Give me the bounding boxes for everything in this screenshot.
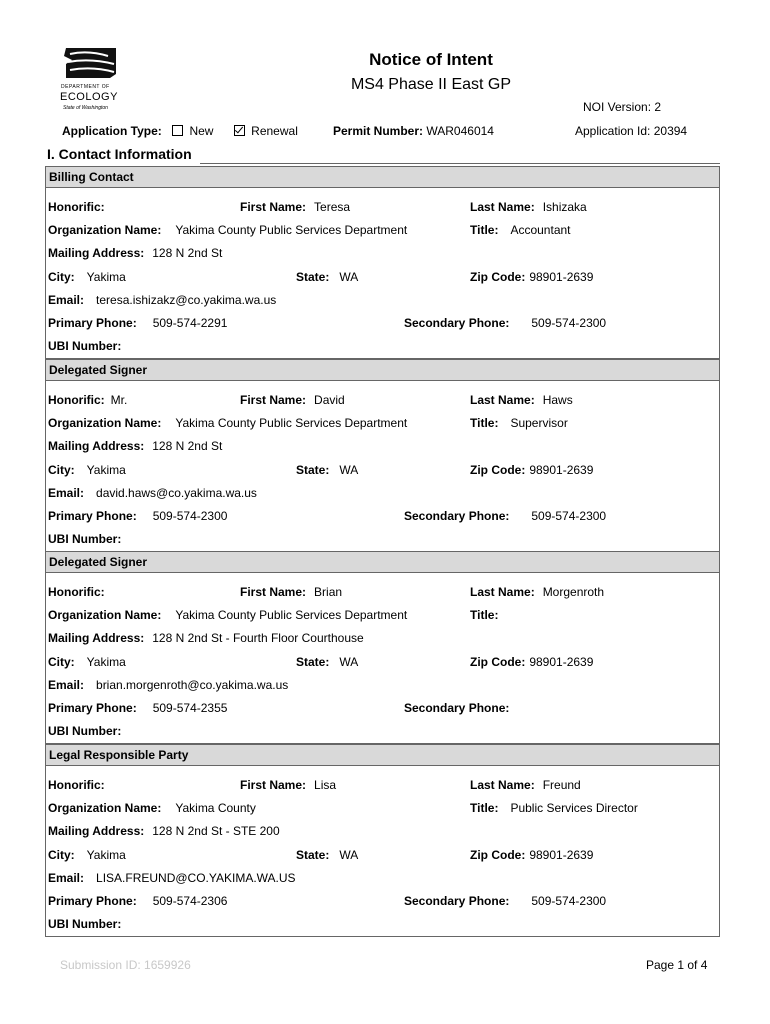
contact-field bbox=[48, 463, 126, 477]
field-label: State: bbox=[296, 847, 330, 862]
field-value: 98901-2639 bbox=[529, 847, 594, 862]
field-value: 509-574-2355 bbox=[152, 701, 228, 715]
contact-field bbox=[48, 223, 407, 237]
field-value: 98901-2639 bbox=[529, 654, 594, 669]
field-value: Freund bbox=[542, 778, 581, 792]
field-value: Yakima County Public Services Department bbox=[175, 416, 408, 431]
field-label: Title: bbox=[470, 416, 499, 431]
page-number: Page 1 of 4 bbox=[646, 958, 708, 972]
permit-number-row bbox=[333, 124, 494, 138]
contact-field bbox=[48, 608, 407, 622]
field-label: Honorific: bbox=[48, 200, 105, 214]
field-label: State: bbox=[296, 654, 330, 669]
field-label: Organization Name: bbox=[48, 223, 162, 238]
renewal-checkbox[interactable] bbox=[234, 125, 245, 136]
document-title: Notice of Intent bbox=[369, 50, 493, 69]
contact-field bbox=[240, 585, 342, 599]
contact-field bbox=[296, 655, 358, 669]
contact-field bbox=[48, 848, 126, 862]
field-label: City: bbox=[48, 847, 75, 862]
field-label: Last Name: bbox=[470, 200, 535, 214]
contact-field bbox=[240, 778, 336, 792]
contact-field bbox=[470, 463, 593, 477]
field-label: State: bbox=[296, 462, 330, 477]
field-value: Haws bbox=[542, 393, 573, 407]
application-id: Application Id: 20394 bbox=[575, 124, 688, 138]
field-label: Email: bbox=[48, 485, 85, 500]
contact-field bbox=[470, 848, 593, 862]
contact-field bbox=[470, 778, 581, 792]
field-label: Mailing Address: bbox=[48, 631, 145, 646]
contact-field bbox=[48, 200, 111, 214]
field-label: Honorific: bbox=[48, 585, 105, 599]
field-label: City: bbox=[48, 269, 75, 284]
renewal-label: Renewal bbox=[251, 124, 298, 138]
contact-field bbox=[48, 509, 227, 523]
section-rule bbox=[200, 163, 720, 164]
field-value: Ishizaka bbox=[542, 200, 587, 214]
field-label: Email: bbox=[48, 677, 85, 692]
field-label: First Name: bbox=[240, 393, 307, 407]
noi-version: NOI Version: 2 bbox=[583, 100, 662, 114]
contact-field bbox=[470, 416, 568, 430]
field-label: UBI Number: bbox=[48, 917, 122, 932]
contact-field bbox=[296, 848, 358, 862]
contact-field bbox=[48, 486, 257, 500]
contact-field bbox=[48, 724, 127, 738]
field-value: Brian bbox=[314, 585, 343, 599]
logo-line1: DEPARTMENT OF bbox=[61, 84, 110, 90]
field-label: Title: bbox=[470, 801, 499, 816]
logo-line3: State of Washington bbox=[63, 105, 108, 111]
field-label: Zip Code: bbox=[470, 462, 526, 477]
field-label: Honorific: bbox=[48, 778, 105, 792]
contact-field bbox=[240, 393, 345, 407]
field-label: First Name: bbox=[240, 585, 307, 599]
contact-field bbox=[48, 585, 111, 599]
contact-field bbox=[48, 532, 127, 546]
contact-field bbox=[48, 316, 227, 330]
contact-field bbox=[296, 463, 358, 477]
field-value: 98901-2639 bbox=[529, 462, 594, 477]
field-value: 509-574-2291 bbox=[152, 316, 228, 330]
field-value: 128 N 2nd St - STE 200 bbox=[152, 824, 280, 839]
field-label: Primary Phone: bbox=[48, 894, 137, 908]
field-value: 509-574-2300 bbox=[152, 509, 228, 523]
field-value: Yakima bbox=[86, 847, 126, 862]
field-value: Public Services Director bbox=[510, 801, 638, 816]
document-subtitle: MS4 Phase II East GP bbox=[350, 76, 512, 93]
field-label: First Name: bbox=[240, 200, 307, 214]
field-value: WA bbox=[339, 462, 359, 477]
contact-block bbox=[45, 744, 720, 937]
permit-number-value: WAR046014 bbox=[426, 124, 494, 138]
field-value: 128 N 2nd St - Fourth Floor Courthouse bbox=[152, 631, 364, 646]
contact-field bbox=[48, 894, 227, 908]
field-label: Last Name: bbox=[470, 393, 535, 407]
contact-field bbox=[48, 678, 288, 692]
field-value: LISA.FREUND@CO.YAKIMA.WA.US bbox=[96, 870, 296, 885]
logo-line2: ECOLOGY bbox=[60, 91, 118, 103]
contact-field bbox=[470, 608, 510, 622]
field-value: 98901-2639 bbox=[529, 269, 594, 284]
field-label: Secondary Phone: bbox=[404, 316, 510, 330]
field-label: Last Name: bbox=[470, 778, 535, 792]
permit-number-label: Permit Number: bbox=[333, 124, 424, 138]
field-value: Yakima bbox=[86, 269, 126, 284]
field-value: 509-574-2300 bbox=[531, 894, 607, 908]
field-label: UBI Number: bbox=[48, 339, 122, 354]
field-value: Lisa bbox=[314, 778, 337, 792]
field-value: david.haws@co.yakima.wa.us bbox=[96, 485, 257, 500]
field-label: State: bbox=[296, 269, 330, 284]
field-value: brian.morgenroth@co.yakima.wa.us bbox=[96, 677, 289, 692]
field-label: City: bbox=[48, 654, 75, 669]
contact-field bbox=[48, 801, 256, 815]
contact-block bbox=[45, 359, 720, 552]
contact-field bbox=[48, 439, 222, 453]
new-label: New bbox=[189, 124, 214, 138]
contact-field bbox=[48, 270, 126, 284]
contact-block bbox=[45, 166, 720, 359]
field-value: 509-574-2300 bbox=[531, 316, 607, 330]
field-value: Teresa bbox=[314, 200, 351, 214]
contact-field bbox=[470, 801, 638, 815]
contact-field bbox=[404, 316, 606, 330]
field-value: Accountant bbox=[510, 223, 571, 238]
field-value: Yakima bbox=[86, 462, 126, 477]
field-label: Secondary Phone: bbox=[404, 894, 510, 908]
field-label: Primary Phone: bbox=[48, 701, 137, 715]
field-label: Mailing Address: bbox=[48, 439, 145, 454]
contact-field bbox=[470, 200, 587, 214]
field-value: David bbox=[314, 393, 345, 407]
field-value: Morgenroth bbox=[542, 585, 605, 599]
contact-field bbox=[470, 223, 571, 237]
field-label: Mailing Address: bbox=[48, 246, 145, 261]
contact-field bbox=[404, 701, 531, 715]
contact-heading: Delegated Signer bbox=[45, 359, 720, 381]
contact-heading: Delegated Signer bbox=[45, 551, 720, 573]
field-label: Honorific: bbox=[48, 393, 105, 407]
field-label: Organization Name: bbox=[48, 416, 162, 431]
field-value: Yakima County Public Services Department bbox=[175, 608, 408, 623]
contact-field bbox=[48, 917, 127, 931]
field-value: teresa.ishizakz@co.yakima.wa.us bbox=[96, 292, 277, 307]
field-value: 128 N 2nd St bbox=[152, 439, 223, 454]
field-label: Mailing Address: bbox=[48, 824, 145, 839]
contact-field bbox=[240, 200, 350, 214]
contact-field bbox=[470, 655, 593, 669]
field-label: Primary Phone: bbox=[48, 316, 137, 330]
contact-field bbox=[48, 655, 126, 669]
new-checkbox[interactable] bbox=[172, 125, 183, 136]
field-value: WA bbox=[339, 654, 359, 669]
field-label: Primary Phone: bbox=[48, 509, 137, 523]
contact-field bbox=[470, 270, 593, 284]
section-title: I. Contact Information bbox=[47, 146, 192, 162]
field-label: Zip Code: bbox=[470, 847, 526, 862]
contact-field bbox=[48, 701, 227, 715]
contact-field bbox=[48, 778, 111, 792]
contact-block bbox=[45, 551, 720, 744]
contact-field bbox=[404, 509, 606, 523]
field-label: Secondary Phone: bbox=[404, 509, 510, 523]
contact-field bbox=[48, 631, 364, 645]
field-label: Last Name: bbox=[470, 585, 535, 599]
field-label: First Name: bbox=[240, 778, 307, 792]
field-value: 509-574-2300 bbox=[531, 509, 607, 523]
field-label: City: bbox=[48, 462, 75, 477]
contact-field bbox=[296, 270, 358, 284]
field-value: Yakima County Public Services Department bbox=[175, 223, 408, 238]
field-label: Email: bbox=[48, 292, 85, 307]
field-value: Yakima bbox=[86, 654, 126, 669]
field-label: Email: bbox=[48, 870, 85, 885]
field-value: 509-574-2306 bbox=[152, 894, 228, 908]
field-label: Zip Code: bbox=[470, 654, 526, 669]
field-label: Organization Name: bbox=[48, 801, 162, 816]
contact-field bbox=[48, 293, 276, 307]
contact-field bbox=[48, 824, 280, 838]
contact-field bbox=[470, 585, 604, 599]
field-label: Organization Name: bbox=[48, 608, 162, 623]
field-label: UBI Number: bbox=[48, 532, 122, 547]
application-type-row bbox=[62, 124, 298, 138]
contact-field bbox=[48, 393, 127, 407]
field-label: Zip Code: bbox=[470, 269, 526, 284]
field-label: UBI Number: bbox=[48, 724, 122, 739]
contact-field bbox=[470, 393, 573, 407]
field-label: Title: bbox=[470, 223, 499, 238]
contact-field bbox=[404, 894, 606, 908]
application-type-label: Application Type: bbox=[62, 124, 162, 138]
field-value: WA bbox=[339, 269, 359, 284]
contact-heading: Legal Responsible Party bbox=[45, 744, 720, 766]
field-label: Secondary Phone: bbox=[404, 701, 510, 715]
field-value: Yakima County bbox=[175, 801, 256, 816]
field-value: WA bbox=[339, 847, 359, 862]
field-value: 128 N 2nd St bbox=[152, 246, 223, 261]
field-label: Title: bbox=[470, 608, 499, 623]
contact-field bbox=[48, 416, 407, 430]
contact-heading: Billing Contact bbox=[45, 166, 720, 188]
field-value: Supervisor bbox=[510, 416, 568, 431]
contact-field bbox=[48, 871, 296, 885]
submission-id: Submission ID: 1659926 bbox=[60, 958, 191, 972]
contact-field bbox=[48, 246, 222, 260]
contact-field bbox=[48, 339, 127, 353]
field-value: Mr. bbox=[110, 393, 128, 407]
